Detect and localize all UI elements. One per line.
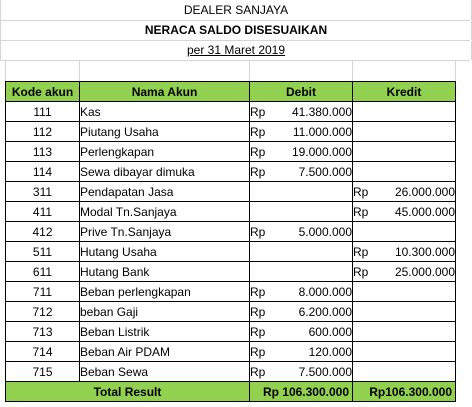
account-name-cell[interactable]: Hutang Bank — [80, 262, 250, 282]
account-code-cell[interactable]: 411 — [6, 202, 80, 222]
currency-symbol: Rp — [353, 264, 369, 279]
column-header-name[interactable]: Nama Akun — [80, 82, 250, 102]
account-code-cell[interactable]: 712 — [6, 302, 80, 322]
currency-symbol: Rp — [250, 164, 266, 179]
currency-symbol: Rp — [250, 364, 266, 379]
currency-symbol: Rp — [250, 304, 266, 319]
credit-cell[interactable] — [353, 282, 456, 302]
account-code-cell[interactable]: 711 — [6, 282, 80, 302]
table-row — [6, 182, 456, 202]
account-name-cell[interactable]: Kas — [80, 102, 250, 122]
account-code-cell[interactable]: 114 — [6, 162, 80, 182]
trial-balance-table — [5, 81, 456, 402]
column-header-debit[interactable]: Debit — [250, 82, 353, 102]
currency-symbol: Rp — [250, 104, 266, 119]
credit-cell[interactable] — [353, 182, 456, 202]
table-body — [6, 102, 456, 382]
credit-cell[interactable] — [353, 162, 456, 182]
currency-symbol: Rp — [250, 284, 266, 299]
gridline — [5, 61, 6, 81]
gridline — [455, 61, 456, 81]
account-code-cell[interactable]: 611 — [6, 262, 80, 282]
credit-cell[interactable] — [353, 102, 456, 122]
debit-amount: 600.000 — [308, 324, 352, 339]
column-header-code[interactable]: Kode akun — [6, 82, 80, 102]
debit-cell[interactable] — [250, 362, 353, 382]
report-date-wrapper — [0, 41, 472, 60]
credit-cell[interactable] — [353, 262, 456, 282]
credit-amount: 25.000.000 — [394, 264, 455, 279]
debit-cell[interactable] — [250, 342, 353, 362]
debit-cell[interactable] — [250, 282, 353, 302]
debit-cell[interactable] — [250, 122, 353, 142]
credit-amount: 10.300.000 — [394, 244, 455, 259]
account-name-cell[interactable]: Beban Sewa — [80, 362, 250, 382]
total-row — [6, 382, 456, 402]
account-name-cell[interactable]: Perlengkapan — [80, 142, 250, 162]
account-code-cell[interactable]: 112 — [6, 122, 80, 142]
table-row — [6, 262, 456, 282]
table-row — [6, 282, 456, 302]
table-row — [6, 322, 456, 342]
credit-cell[interactable] — [353, 342, 456, 362]
column-header-credit[interactable]: Kredit — [353, 82, 456, 102]
debit-cell[interactable] — [250, 162, 353, 182]
account-name-cell[interactable]: Prive Tn.Sanjaya — [80, 222, 250, 242]
account-code-cell[interactable]: 713 — [6, 322, 80, 342]
table-row — [6, 122, 456, 142]
debit-amount: 6.200.000 — [298, 304, 352, 319]
account-name-cell[interactable]: Pendapatan Jasa — [80, 182, 250, 202]
credit-amount: 45.000.000 — [394, 204, 455, 219]
account-code-cell[interactable]: 511 — [6, 242, 80, 262]
debit-cell[interactable] — [250, 262, 353, 282]
debit-cell[interactable] — [250, 222, 353, 242]
table-row — [6, 362, 456, 382]
currency-symbol: Rp — [353, 204, 369, 219]
credit-cell[interactable] — [353, 122, 456, 142]
currency-symbol: Rp — [250, 224, 266, 239]
table-header-row — [6, 82, 456, 102]
debit-amount: 8.000.000 — [298, 284, 352, 299]
debit-cell[interactable] — [250, 142, 353, 162]
account-code-cell[interactable]: 113 — [6, 142, 80, 162]
account-name-cell[interactable]: Sewa dibayar dimuka — [80, 162, 250, 182]
total-label[interactable]: Total Result — [6, 382, 250, 402]
account-code-cell[interactable]: 715 — [6, 362, 80, 382]
debit-cell[interactable] — [250, 322, 353, 342]
debit-amount: 7.500.000 — [298, 364, 352, 379]
credit-cell[interactable] — [353, 142, 456, 162]
credit-cell[interactable] — [353, 202, 456, 222]
debit-amount: 41.380.000 — [291, 104, 352, 119]
debit-amount: 120.000 — [308, 344, 352, 359]
currency-symbol: Rp — [250, 124, 266, 139]
table-row — [6, 342, 456, 362]
gridline — [0, 60, 470, 61]
gridline — [352, 61, 353, 81]
account-name-cell[interactable]: Beban Air PDAM — [80, 342, 250, 362]
debit-amount: 5.000.000 — [298, 224, 352, 239]
currency-symbol: Rp — [353, 184, 369, 199]
account-name-cell[interactable]: Beban Listrik — [80, 322, 250, 342]
account-code-cell[interactable]: 111 — [6, 102, 80, 122]
total-debit[interactable]: Rp 106.300.000 — [250, 382, 353, 402]
account-name-cell[interactable]: Beban perlengkapan — [80, 282, 250, 302]
credit-amount: 26.000.000 — [394, 184, 455, 199]
table-row — [6, 102, 456, 122]
table-row — [6, 162, 456, 182]
debit-amount: 11.000.000 — [292, 124, 352, 139]
gridline — [79, 61, 80, 81]
currency-symbol: Rp — [353, 244, 369, 259]
currency-symbol: Rp — [250, 144, 266, 159]
report-title: NERACA SALDO DISESUAIKAN — [0, 21, 472, 40]
debit-cell[interactable] — [250, 302, 353, 322]
credit-cell[interactable] — [353, 302, 456, 322]
debit-cell[interactable] — [250, 242, 353, 262]
account-name-cell[interactable]: beban Gaji — [80, 302, 250, 322]
table-row — [6, 142, 456, 162]
account-code-cell[interactable]: 311 — [6, 182, 80, 202]
credit-cell[interactable] — [353, 242, 456, 262]
report-date: per 31 Maret 2019 — [186, 43, 286, 57]
account-name-cell[interactable]: Modal Tn.Sanjaya — [80, 202, 250, 222]
total-credit[interactable]: Rp106.300.000 — [353, 382, 456, 402]
debit-amount: 19.000.000 — [291, 144, 352, 159]
company-name: DEALER SANJAYA — [0, 0, 472, 20]
credit-cell[interactable] — [353, 322, 456, 342]
table-row — [6, 302, 456, 322]
account-name-cell[interactable]: Piutang Usaha — [80, 122, 250, 142]
currency-symbol: Rp — [250, 344, 266, 359]
debit-cell[interactable] — [250, 202, 353, 222]
table-row — [6, 202, 456, 222]
currency-symbol: Rp — [250, 324, 266, 339]
debit-cell[interactable] — [250, 102, 353, 122]
account-code-cell[interactable]: 714 — [6, 342, 80, 362]
account-code-cell[interactable]: 412 — [6, 222, 80, 242]
gridline — [249, 61, 250, 81]
table-row — [6, 242, 456, 262]
account-name-cell[interactable]: Hutang Usaha — [80, 242, 250, 262]
debit-cell[interactable] — [250, 182, 353, 202]
credit-cell[interactable] — [353, 222, 456, 242]
table-row — [6, 222, 456, 242]
debit-amount: 7.500.000 — [298, 164, 352, 179]
credit-cell[interactable] — [353, 362, 456, 382]
